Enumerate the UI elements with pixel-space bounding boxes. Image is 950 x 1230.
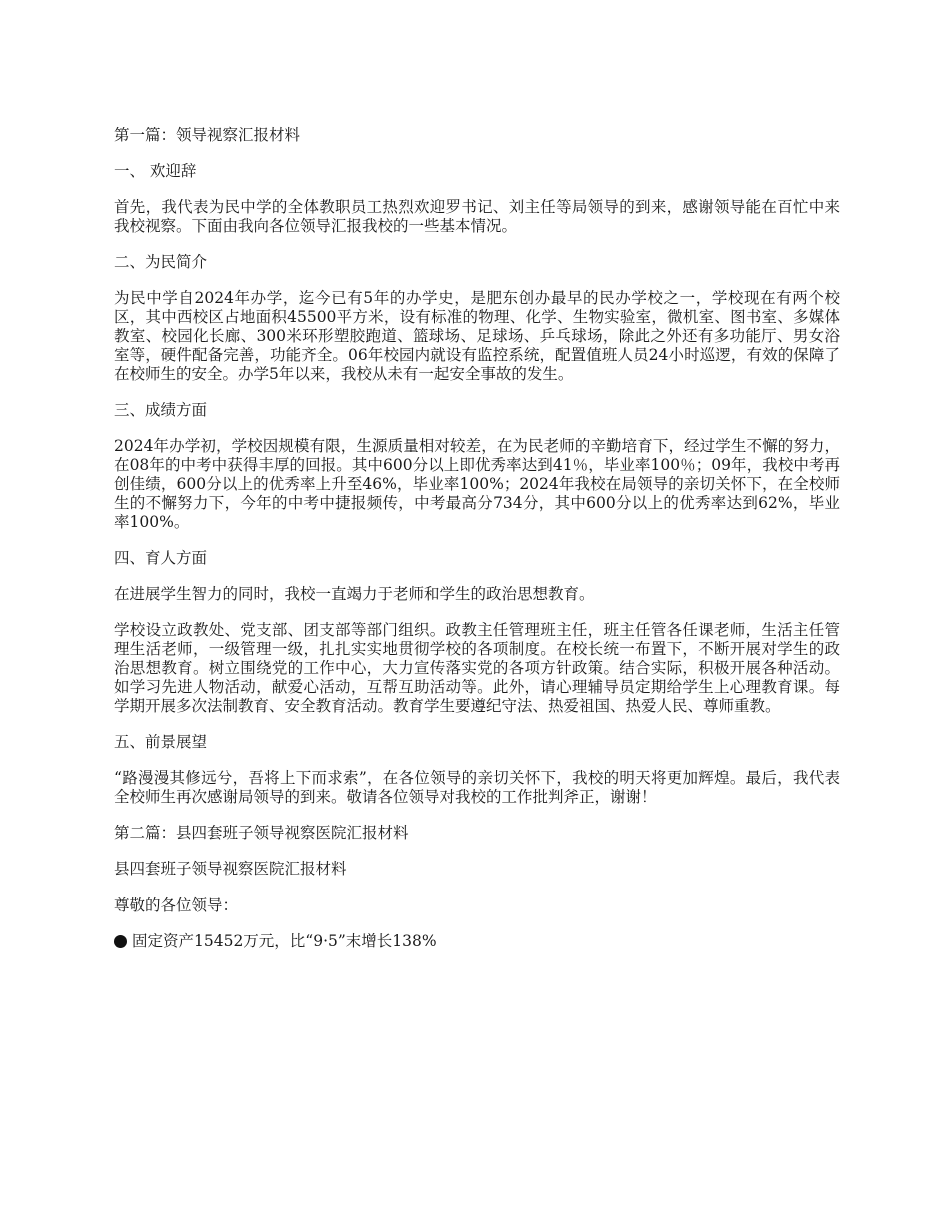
document-page: [114, 126, 840, 951]
section2-body: 为民中学自2024年办学，迄今已有5年的办学史，是肥东创办最早的民办学校之一，学校现在有两个校区，其中西校区占地面积45500平方米，设有标准的物理、化学、生物实验室，微机室、图书室、多媒体教室、校园化长廊、300米环形塑胶跑道、篮球场、足球场、乒乓球场，除此之外还有多功能厅、男女浴室等，硬件配备完善，功能齐全。06年校园内就设有监控系统，配置值班人员24小时巡逻，有效的保障了在校师生的安全。办学5年以来，我校从未有一起安全事故的发生。: [114, 289, 840, 383]
section4-body-detail: 学校设立政教处、党支部、团支部等部门组织。政教主任管理班主任，班主任管各任课老师，生活主任管理生活老师，一级管理一级，扎扎实实地贯彻学校的各项制度。在校长统一布置下，不断开展对学生的政治思想教育。树立围绕党的工作中心，大力宣传落实党的各项方针政策。结合实际，积极开展各种活动。如学习先进人物活动，献爱心活动，互帮互助活动等。此外，请心理辅导员定期给学生上心理教育课。每学期开展多次法制教育、安全教育活动。教育学生要遵纪守法、热爱祖国、热爱人民、尊师重教。: [114, 621, 840, 715]
section5-body: “路漫漫其修远兮，吾将上下而求索”，在各位领导的亲切关怀下，我校的明天将更加辉煌。最后，我代表全校师生再次感谢局领导的到来。敬请各位领导对我校的工作批判斧正，谢谢！: [114, 769, 840, 806]
part1-title: 第一篇：领导视察汇报材料: [114, 126, 301, 144]
greeting: 尊敬的各位领导：: [114, 896, 239, 914]
bullet-item: [114, 932, 840, 951]
section1-body: 首先，我代表为民中学的全体教职员工热烈欢迎罗书记、刘主任等局领导的到来，感谢领导能在百忙中来我校视察。下面由我向各位领导汇报我校的一些基本情况。: [114, 198, 840, 235]
section2-heading: 二、为民简介: [114, 253, 208, 271]
section4-body-intro: 在进展学生智力的同时，我校一直竭力于老师和学生的政治思想教育。: [114, 585, 595, 603]
section5-heading: 五、前景展望: [114, 733, 208, 751]
part2-subtitle: 县四套班子领导视察医院汇报材料: [114, 860, 347, 878]
part2-title: 第二篇：县四套班子领导视察医院汇报材料: [114, 824, 409, 842]
bullet-dot-icon: [114, 935, 127, 948]
section4-heading: 四、育人方面: [114, 549, 208, 567]
section1-heading: 一、 欢迎辞: [114, 162, 197, 180]
section3-heading: 三、成绩方面: [114, 401, 208, 419]
bullet-text: 固定资产15452万元，比“9·5”末增长138%: [132, 932, 437, 950]
section3-body: 2024年办学初，学校因规模有限，生源质量相对较差，在为民老师的辛勤培育下，经过学生不懈的努力，在08年的中考中获得丰厚的回报。其中600分以上即优秀率达到41％，毕业率100％；09年，我校中考再创佳绩，600分以上的优秀率上升至46%，毕业率100%；2024年我校在局领导的亲切关怀下，在全校师生的不懈努力下，今年的中考中捷报频传，中考最高分734分，其中600分以上的优秀率达到62%，毕业率100%。: [114, 437, 840, 531]
